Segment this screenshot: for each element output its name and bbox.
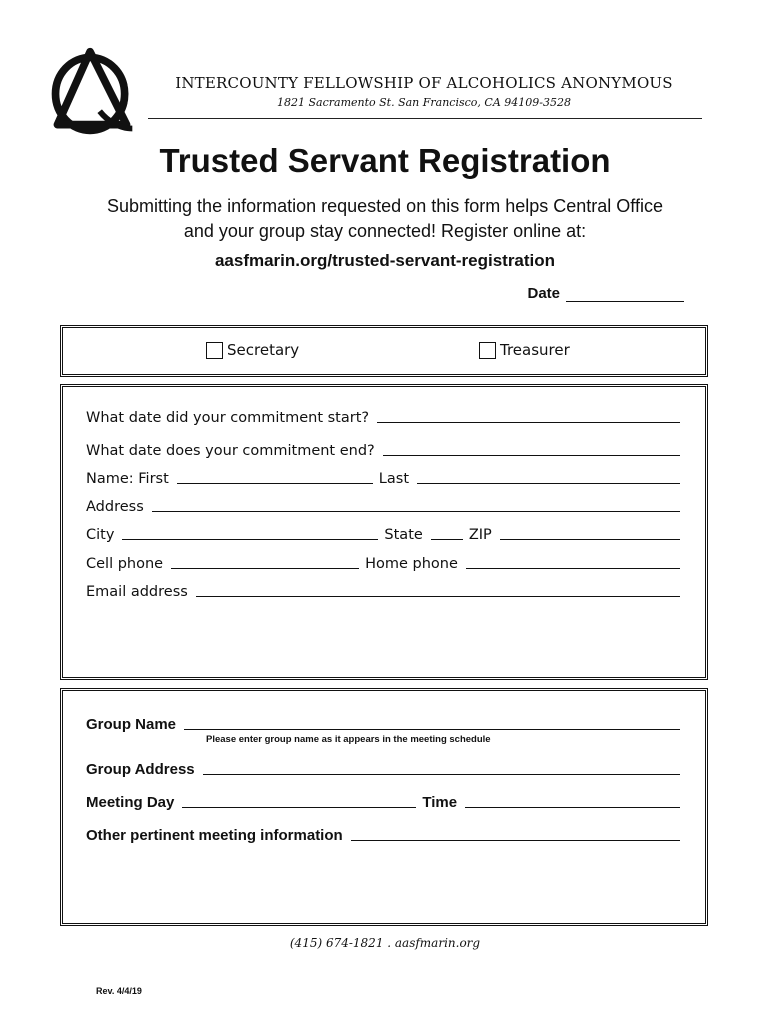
email-input[interactable] bbox=[196, 595, 680, 597]
address-row bbox=[86, 499, 680, 515]
state-input[interactable] bbox=[431, 538, 463, 540]
footer-contact: (415) 674-1821 . aasfmarin.org bbox=[289, 936, 481, 950]
phone-row bbox=[86, 556, 680, 572]
email-label: Email address bbox=[86, 584, 188, 600]
group-name-input[interactable] bbox=[184, 728, 680, 730]
org-name: INTERCOUNTY FELLOWSHIP OF ALCOHOLICS ANONYMOUS bbox=[175, 74, 673, 92]
meeting-day-label: Meeting Day bbox=[86, 794, 175, 811]
time-input[interactable] bbox=[465, 806, 680, 808]
aa-circle-triangle-logo bbox=[44, 44, 140, 140]
name-row bbox=[86, 471, 680, 487]
group-address-label: Group Address bbox=[86, 761, 195, 778]
group-address-row bbox=[86, 761, 680, 778]
cell-phone-input[interactable] bbox=[171, 567, 359, 569]
address-label: Address bbox=[86, 499, 144, 515]
home-phone-label: Home phone bbox=[365, 556, 458, 572]
commitment-end-label: What date does your commitment end? bbox=[86, 443, 375, 459]
address-input[interactable] bbox=[152, 510, 680, 512]
cell-phone-label: Cell phone bbox=[86, 556, 164, 572]
meeting-day-input[interactable] bbox=[182, 806, 416, 808]
zip-input[interactable] bbox=[500, 538, 680, 540]
org-address: 1821 Sacramento St. San Francisco, CA 94109-3528 bbox=[277, 96, 571, 109]
time-label: Time bbox=[422, 794, 458, 811]
group-name-label: Group Name bbox=[86, 716, 177, 733]
intro-line-1: Submitting the information requested on this form helps Central Office bbox=[107, 196, 663, 216]
date-label: Date bbox=[527, 285, 560, 302]
secretary-option[interactable] bbox=[206, 341, 299, 359]
header-divider bbox=[148, 118, 702, 119]
treasurer-checkbox[interactable] bbox=[479, 342, 496, 359]
group-name-row bbox=[86, 716, 680, 733]
first-name-input[interactable] bbox=[177, 482, 373, 484]
secretary-label: Secretary bbox=[227, 341, 300, 359]
date-field bbox=[527, 285, 684, 302]
registration-url-link[interactable]: aasfmarin.org/trusted-servant-registration bbox=[214, 251, 556, 270]
treasurer-option[interactable] bbox=[479, 341, 570, 359]
city-label: City bbox=[86, 527, 115, 543]
city-input[interactable] bbox=[122, 538, 378, 540]
zip-label: ZIP bbox=[468, 527, 492, 543]
email-row bbox=[86, 584, 680, 600]
last-name-input[interactable] bbox=[417, 482, 680, 484]
group-address-input[interactable] bbox=[203, 773, 680, 775]
commitment-start-input[interactable] bbox=[377, 421, 680, 423]
intro-text bbox=[80, 194, 690, 244]
intro-line-2: and your group stay connected! Register online at: bbox=[183, 221, 587, 241]
other-info-row bbox=[86, 827, 680, 844]
home-phone-input[interactable] bbox=[466, 567, 680, 569]
commitment-end-row bbox=[86, 443, 680, 459]
role-selection-box bbox=[60, 325, 708, 377]
commitment-start-row bbox=[86, 410, 680, 426]
first-name-label: Name: First bbox=[86, 471, 169, 487]
commitment-end-input[interactable] bbox=[383, 454, 680, 456]
form-title: Trusted Servant Registration bbox=[159, 142, 611, 179]
city-state-zip-row bbox=[86, 527, 680, 543]
meeting-day-time-row bbox=[86, 794, 680, 811]
other-info-label: Other pertinent meeting information bbox=[86, 827, 343, 844]
date-input[interactable] bbox=[566, 287, 684, 302]
group-name-hint: Please enter group name as it appears in the meeting schedule bbox=[206, 734, 491, 745]
state-label: State bbox=[384, 527, 423, 543]
last-name-label: Last bbox=[378, 471, 410, 487]
secretary-checkbox[interactable] bbox=[206, 342, 223, 359]
revision-date: Rev. 4/4/19 bbox=[96, 986, 142, 996]
other-info-input[interactable] bbox=[351, 839, 680, 841]
commitment-start-label: What date did your commitment start? bbox=[86, 410, 370, 426]
treasurer-label: Treasurer bbox=[500, 341, 570, 359]
